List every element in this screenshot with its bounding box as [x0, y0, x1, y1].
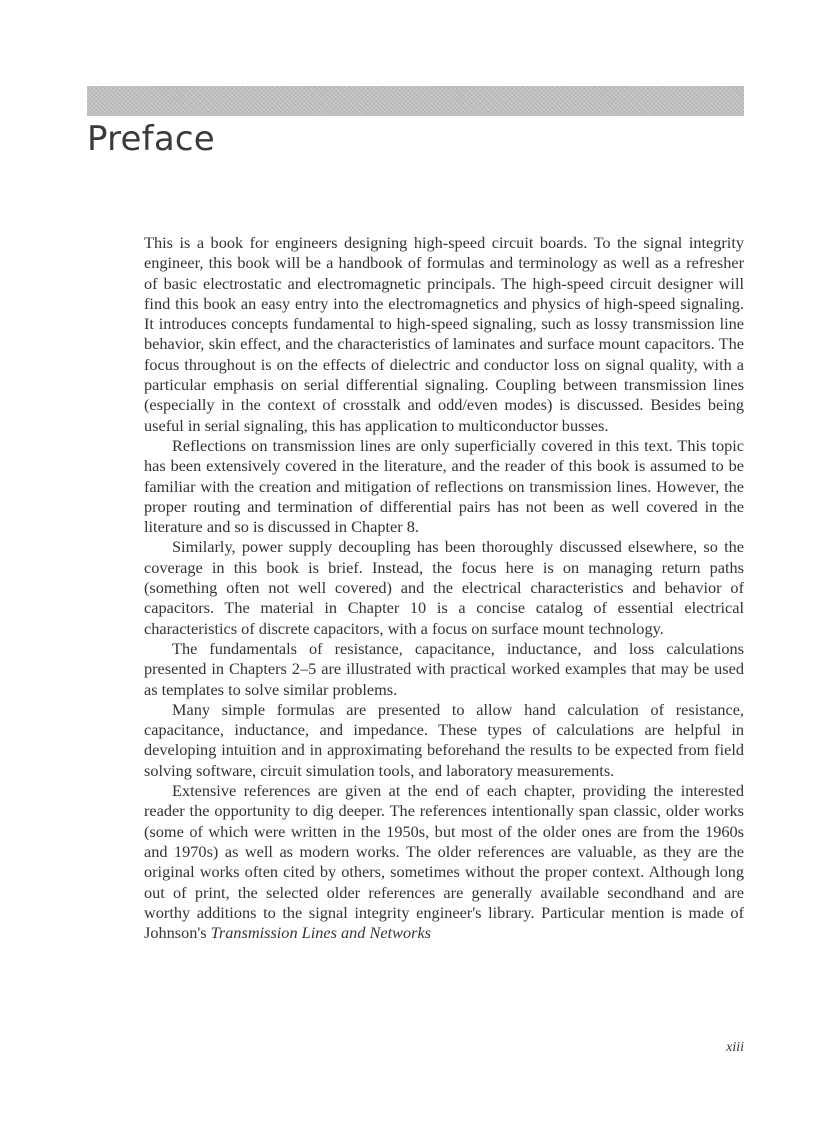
paragraph-1: This is a book for engineers designing high-speed circuit boards. To the signal integrity engineer, this book will be a handbook of formulas and terminology as well as a refresher of basic electrostatic and electromagnetic principals. The high-speed circuit designer will find this book an easy entry into the electromagnetics and physics of high-speed signaling. It introduces concepts fundamental to high-speed signaling, such as lossy transmission line behavior, skin effect, and the characteristics of laminates and surface mount capacitors. The focus throughout is on the effects of dielectric and conductor loss on signal quality, with a particular emphasis on serial differential signaling. Coupling between transmission lines (especially in the context of crosstalk and odd/even modes) is discussed. Besides being useful in serial signaling, this has application to multiconductor busses.	[144, 233, 744, 435]
paragraph-6-text: Extensive references are given at the end of each chapter, providing the interested reader the opportunity to dig deeper. The references intentionally span classic, older works (some of which were written in the 1950s, but most of the older ones are from the 1960s and 1970s) as well as modern works. The older references are valuable, as they are the original works often cited by others, sometimes without the proper context. Although long out of print, the selected older references are generally available secondhand and are worthy additions to the signal integrity engineer's library. Particular mention is made of Johnson's	[144, 781, 744, 943]
paragraph-4: The fundamentals of resistance, capacitance, inductance, and loss calculations presented in Chapters 2–5 are illustrated with practical worked examples that may be used as templates to solve similar problems.	[144, 638, 744, 699]
paragraph-5: Many simple formulas are presented to allow hand calculation of resistance, capacitance, inductance, and impedance. These types of calculations are helpful in developing intuition and in approximating beforehand the results to be expected from field solving software, circuit simulation tools, and laboratory measurements.	[144, 699, 744, 780]
page-title: Preface	[87, 119, 215, 159]
chapter-header-band	[87, 86, 744, 116]
paragraph-3: Similarly, power supply decoupling has been thoroughly discussed elsewhere, so the coverage in this book is brief. Instead, the focus here is on managing return paths (something often not well covered) and the electrical characteristics and behavior of capacitors. The material in Chapter 10 is a concise catalog of essential electrical characteristics of discrete capacitors, with a focus on surface mount technology.	[144, 537, 744, 638]
preface-body	[144, 233, 744, 943]
book-title-italic: Transmission Lines and Networks	[210, 923, 432, 943]
paragraph-2: Reflections on transmission lines are only superficially covered in this text. This topic has been extensively covered in the literature, and the reader of this book is assumed to be familiar with the creation and mitigation of reflections on transmission lines. However, the proper routing and termination of differential pairs has not been as well covered in the literature and so is discussed in Chapter 8.	[144, 435, 744, 537]
page-number: xiii	[726, 1040, 744, 1055]
paragraph-6	[144, 781, 744, 943]
